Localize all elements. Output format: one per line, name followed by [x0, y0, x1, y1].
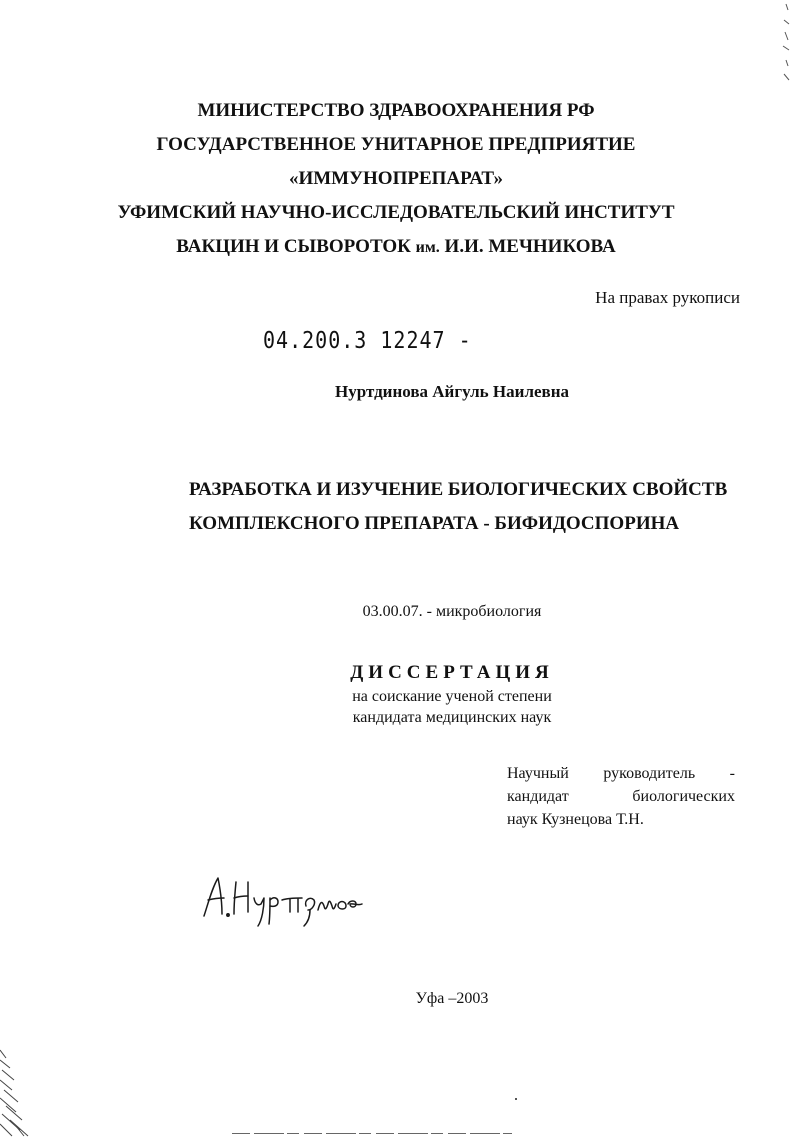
degree-block: [0, 660, 792, 728]
enterprise-name-line: «ИММУНОПРЕПАРАТ»: [288, 168, 504, 189]
degree-line-2: кандидата медицинских наук: [352, 709, 552, 726]
enterprise-line: ГОСУДАРСТВЕННОЕ УНИТАРНОЕ ПРЕДПРИЯТИЕ: [156, 134, 636, 155]
supervisor-word-5: биологических: [632, 788, 735, 805]
institute-name-line: [0, 230, 792, 265]
supervisor-line-2: [507, 785, 735, 808]
degree-kind: ДИССЕРТАЦИЯ: [350, 662, 554, 683]
signature-drawing: [198, 870, 368, 930]
degree-line-1: на соискание ученой степени: [352, 688, 552, 705]
scan-edge-left: [0, 1040, 40, 1137]
institution-header: [0, 94, 792, 265]
thesis-title: [189, 473, 727, 541]
institute-name-part-a: ВАКЦИН И СЫВОРОТОК: [176, 236, 411, 257]
manuscript-note: На правах рукописи: [595, 288, 740, 307]
thesis-title-line-2: КОМПЛЕКСНОГО ПРЕПАРАТА - БИФИДОСПОРИНА: [189, 513, 680, 534]
scan-bottom-artifact: [232, 1132, 512, 1135]
thesis-title-line-1: РАЗРАБОТКА И ИЗУЧЕНИЕ БИОЛОГИЧЕСКИХ СВОЙСТВ: [189, 479, 728, 500]
supervisor-word-4: кандидат: [507, 788, 569, 805]
supervisor-word-2: руководитель: [603, 765, 696, 782]
supervisor-line-3: наук Кузнецова Т.Н.: [507, 811, 644, 828]
registration-number-stamp: 04.200.3 12247 -: [263, 326, 472, 354]
specialty-code: 03.00.07. - микробиология: [362, 603, 542, 620]
supervisor-line-1: [507, 762, 735, 785]
author-name: Нуртдинова Айгуль Наилевна: [335, 382, 569, 401]
supervisor-word-3: -: [729, 765, 735, 782]
institute-name-part-c: И.И. МЕЧНИКОВА: [444, 236, 616, 257]
author-signature: [198, 870, 368, 935]
city-year: Уфа –2003: [415, 990, 489, 1007]
institute-line: УФИМСКИЙ НАУЧНО-ИССЛЕДОВАТЕЛЬСКИЙ ИНСТИТУТ: [117, 202, 675, 223]
scan-edge-right: [772, 0, 792, 90]
scientific-supervisor: [507, 762, 735, 831]
ministry-line: МИНИСТЕРСТВО ЗДРАВООХРАНЕНИЯ РФ: [197, 100, 595, 121]
supervisor-word-1: Научный: [507, 765, 569, 782]
institute-name-part-b: им.: [415, 239, 440, 256]
scan-speck: [515, 1098, 517, 1100]
